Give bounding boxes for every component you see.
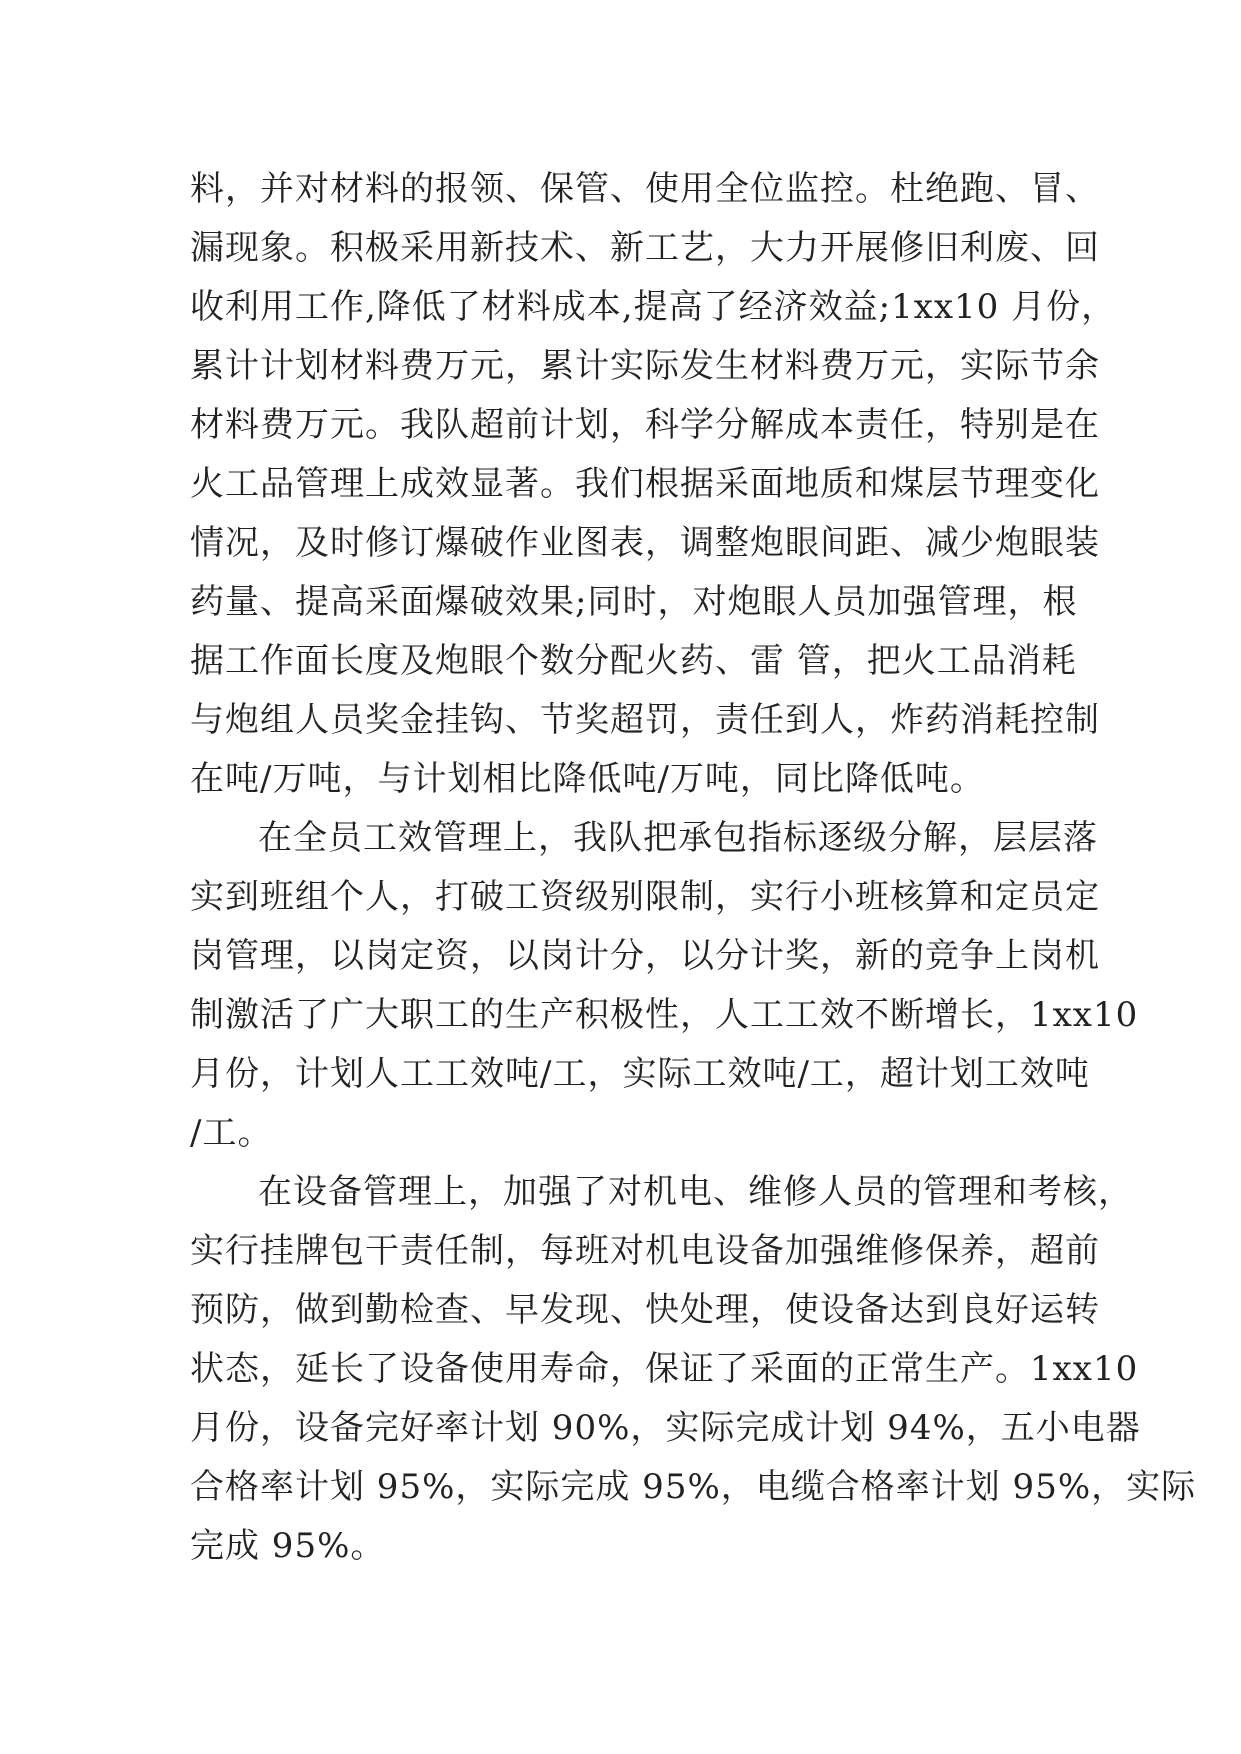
paragraph-line: 实到班组个人，打破工资级别限制，实行小班核算和定员定 [190,877,1100,917]
paragraph-line: 岗管理，以岗定资，以岗计分，以分计奖，新的竞争上岗机 [190,936,1100,976]
paragraph-line: 材料费万元。我队超前计划，科学分解成本责任，特别是在 [190,405,1100,445]
paragraph-line: 漏现象。积极采用新技术、新工艺，大力开展修旧利废、回 [190,228,1100,268]
paragraph-line: 制激活了广大职工的生产积极性，人工工效不断增长，1xx10 [190,995,1139,1035]
paragraph-line: /工。 [190,1113,273,1153]
paragraph-line: 在吨/万吨，与计划相比降低吨/万吨，同比降低吨。 [190,759,985,799]
paragraph-line: 据工作面长度及炮眼个数分配火药、雷 管，把火工品消耗 [190,641,1077,681]
paragraph-line: 月份，设备完好率计划 90%，实际完成计划 94%，五小电器 [190,1408,1141,1448]
paragraph-line: 预防，做到勤检查、早发现、快处理，使设备达到良好运转 [190,1290,1100,1330]
paragraph-line: 在设备管理上，加强了对机电、维修人员的管理和考核， [258,1172,1133,1212]
paragraph-line: 累计计划材料费万元，累计实际发生材料费万元，实际节余 [190,346,1100,386]
paragraph-labor-efficiency [190,809,1139,1163]
paragraph-line: 完成 95%。 [190,1526,386,1566]
paragraph-equipment-management [190,1163,1197,1576]
paragraph-line: 月份，计划人工工效吨/工，实际工效吨/工，超计划工效吨 [190,1054,1090,1094]
paragraph-line: 实行挂牌包干责任制，每班对机电设备加强维修保养，超前 [190,1231,1100,1271]
paragraph-line: 状态，延长了设备使用寿命，保证了采面的正常生产。1xx10 [190,1349,1139,1389]
paragraph-line: 合格率计划 95%，实际完成 95%，电缆合格率计划 95%，实际 [190,1467,1197,1507]
paragraph-line: 料，并对材料的报领、保管、使用全位监控。杜绝跑、冒、 [190,169,1100,209]
paragraph-line: 收利用工作,降低了材料成本,提高了经济效益;1xx10 月份， [190,287,1117,327]
paragraph-line: 药量、提高采面爆破效果;同时，对炮眼人员加强管理，根 [190,582,1078,622]
paragraph-material-cost [190,160,1117,809]
paragraph-line: 与炮组人员奖金挂钩、节奖超罚，责任到人，炸药消耗控制 [190,700,1100,740]
document-body [190,160,1197,1576]
paragraph-line: 情况，及时修订爆破作业图表，调整炮眼间距、减少炮眼装 [190,523,1100,563]
paragraph-line: 火工品管理上成效显著。我们根据采面地质和煤层节理变化 [190,464,1100,504]
paragraph-line: 在全员工效管理上，我队把承包指标逐级分解，层层落 [258,818,1098,858]
